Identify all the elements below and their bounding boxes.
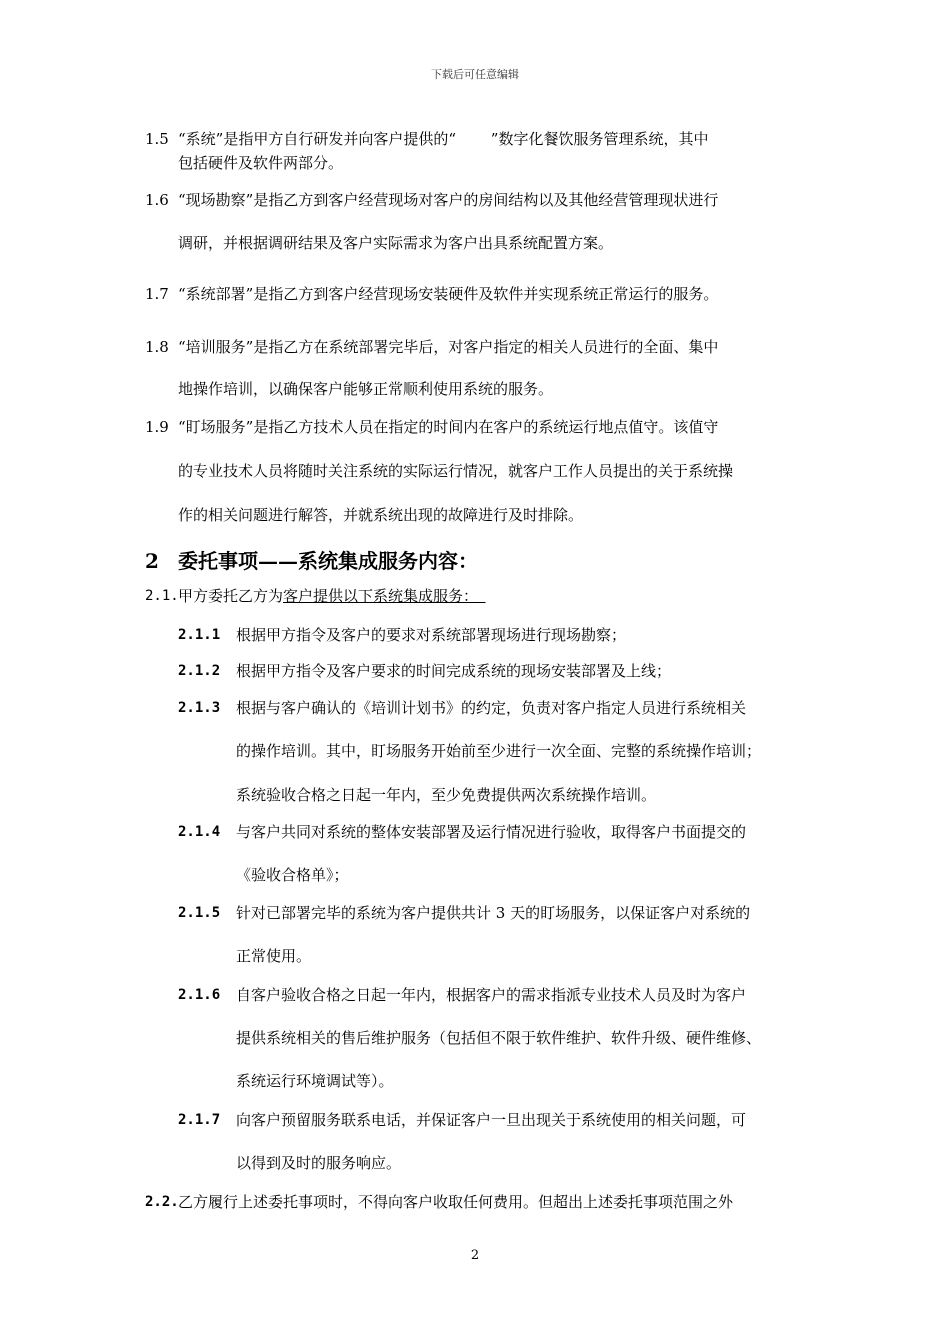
clause-number: 1.8 xyxy=(145,338,169,356)
clause-number: 1.5 xyxy=(145,130,169,148)
item-text: 自客户验收合格之日起一年内，根据客户的需求指派专业技术人员及时为客户 xyxy=(236,986,747,1004)
item-text: 与客户共同对系统的整体安装部署及运行情况进行验收，取得客户书面提交的 xyxy=(236,823,747,841)
item-text: 针对已部署完毕的系统为客户提供共计 3 天的盯场服务，以保证客户对系统的 xyxy=(236,904,751,922)
item-text: 根据与客户确认的《培训计划书》的约定，负责对客户指定人员进行系统相关 xyxy=(236,699,747,717)
item-number: 2.1.3 xyxy=(178,700,221,716)
item-text: 系统验收合格之日起一年内，至少免费提供两次系统操作培训。 xyxy=(236,786,657,804)
clause-text-plain: 甲方委托乙方为 xyxy=(178,587,284,605)
clause-text: 乙方履行上述委托事项时，不得向客户收取任何费用。但超出上述委托事项范围之外 xyxy=(178,1193,734,1211)
clause-text: “系统部署”是指乙方到客户经营现场安装硬件及软件并实现系统正常运行的服务。 xyxy=(178,285,719,303)
clause-text: 地操作培训，以确保客户能够正常顺利使用系统的服务。 xyxy=(178,380,554,398)
section-number: 2 xyxy=(145,549,159,573)
page-number: 2 xyxy=(470,1248,480,1263)
item-number: 2.1.7 xyxy=(178,1112,221,1128)
item-text: 根据甲方指令及客户的要求对系统部署现场进行现场勘察； xyxy=(236,626,627,644)
clause-text: 调研，并根据调研结果及客户实际需求为客户出具系统配置方案。 xyxy=(178,234,614,252)
clause-number: 1.6 xyxy=(145,191,169,209)
clause-text: 作的相关问题进行解答，并就系统出现的故障进行及时排除。 xyxy=(178,506,584,524)
clause-text: “培训服务”是指乙方在系统部署完毕后，对客户指定的相关人员进行的全面、集中 xyxy=(178,338,719,356)
item-text: 正常使用。 xyxy=(236,947,312,965)
clause-text: “现场勘察”是指乙方到客户经营现场对客户的房间结构以及其他经营管理现状进行 xyxy=(178,191,719,209)
clause-text: 的专业技术人员将随时关注系统的实际运行情况，就客户工作人员提出的关于系统操 xyxy=(178,462,734,480)
item-text: 向客户预留服务联系电话，并保证客户一旦出现关于系统使用的相关问题，可 xyxy=(236,1111,747,1129)
clause-text xyxy=(178,586,486,606)
item-text: 提供系统相关的售后维护服务（包括但不限于软件维护、软件升级、硬件维修、 xyxy=(236,1029,762,1047)
item-text: 根据甲方指令及客户要求的时间完成系统的现场安装部署及上线； xyxy=(236,662,672,680)
item-text: 以得到及时的服务响应。 xyxy=(236,1154,402,1172)
item-number: 2.1.2 xyxy=(178,663,221,679)
clause-number: 1.9 xyxy=(145,418,169,436)
item-number: 2.1.6 xyxy=(178,987,221,1003)
clause-text: “盯场服务”是指乙方技术人员在指定的时间内在客户的系统运行地点值守。该值守 xyxy=(178,418,719,436)
clause-number: 1.7 xyxy=(145,285,169,303)
item-number: 2.1.1 xyxy=(178,627,221,643)
section-title: 委托事项——系统集成服务内容： xyxy=(178,549,478,573)
clause-text: 包括硬件及软件两部分。 xyxy=(178,154,344,172)
item-text: 的操作培训。其中，盯场服务开始前至少进行一次全面、完整的系统操作培训； xyxy=(236,742,762,760)
clause-text-underlined: 客户提供以下系统集成服务： xyxy=(283,587,486,605)
item-number: 2.1.5 xyxy=(178,905,221,921)
item-text: 《验收合格单》； xyxy=(236,866,349,884)
clause-number: 2.1. xyxy=(145,588,179,604)
clause-number: 2.2. xyxy=(145,1194,179,1210)
item-text: 系统运行环境调试等）。 xyxy=(236,1072,394,1090)
item-number: 2.1.4 xyxy=(178,824,221,840)
clause-text: “系统”是指甲方自行研发并向客户提供的“ ”数字化餐饮服务管理系统，其中 xyxy=(178,130,709,148)
header-note: 下载后可任意编辑 xyxy=(431,68,519,81)
